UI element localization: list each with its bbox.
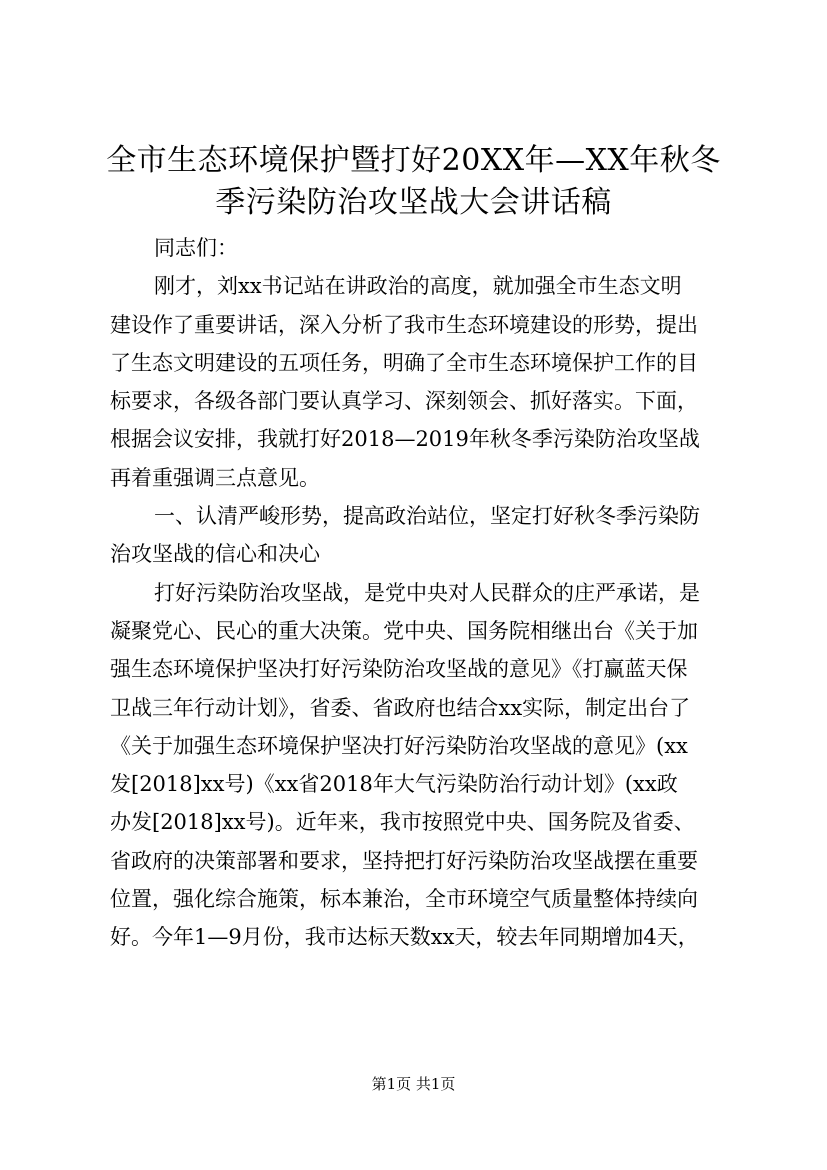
body-line: 好。今年1—9月份，我市达标天数xx天，较去年同期增加4天，: [110, 925, 699, 950]
document-title: [80, 140, 747, 224]
body-line: 根据会议安排，我就打好2018—2019年秋冬季污染防治攻坚战: [110, 427, 700, 452]
page-footer: 第1页 共1页: [371, 1075, 456, 1093]
title-line-2: 季污染防治攻坚战大会讲话稿: [215, 185, 612, 220]
body-line: 办发[2018]xx号)。近年来，我市按照党中央、国务院及省委、: [110, 810, 695, 835]
body-line: 建设作了重要讲话，深入分析了我市生态环境建设的形势，提出: [110, 312, 698, 337]
body-line: 同志们：: [154, 236, 238, 260]
document-body: [110, 229, 740, 957]
body-line: 发[2018]xx号)《xx省2018年大气污染防治行动计划》(xx政: [110, 772, 678, 797]
body-line: 打好污染防治攻坚战，是党中央对人民群众的庄严承诺，是: [154, 580, 700, 605]
body-line: 刚才，刘xx书记站在讲政治的高度，就加强全市生态文明: [154, 274, 682, 299]
body-line: 一、认清严峻形势，提高政治站位，坚定打好秋冬季污染防: [154, 504, 700, 529]
body-line: 强生态环境保护坚决打好污染防治攻坚战的意见》《打赢蓝天保: [110, 657, 688, 682]
body-line: 标要求，各级各部门要认真学习、深刻领会、抓好落实。下面，: [110, 389, 698, 414]
body-line: 治攻坚战的信心和决心: [110, 542, 320, 567]
body-line: 省政府的决策部署和要求，坚持把打好污染防治攻坚战摆在重要: [110, 848, 698, 873]
body-line: 再着重强调三点意见。: [110, 465, 320, 490]
body-line: 位置，强化综合施策，标本兼治，全市环境空气质量整体持续向: [110, 887, 698, 912]
body-line: 《关于加强生态环境保护坚决打好污染防治攻坚战的意见》(xx: [110, 733, 688, 758]
body-line: 凝聚党心、民心的重大决策。党中央、国务院相继出台《关于加: [110, 618, 698, 643]
body-line: 了生态文明建设的五项任务，明确了全市生态环境保护工作的目: [110, 350, 698, 375]
body-line: 卫战三年行动计划》，省委、省政府也结合xx实际，制定出台了: [110, 695, 691, 720]
title-line-1: 全市生态环境保护暨打好20XX年—XX年秋冬: [106, 143, 721, 178]
